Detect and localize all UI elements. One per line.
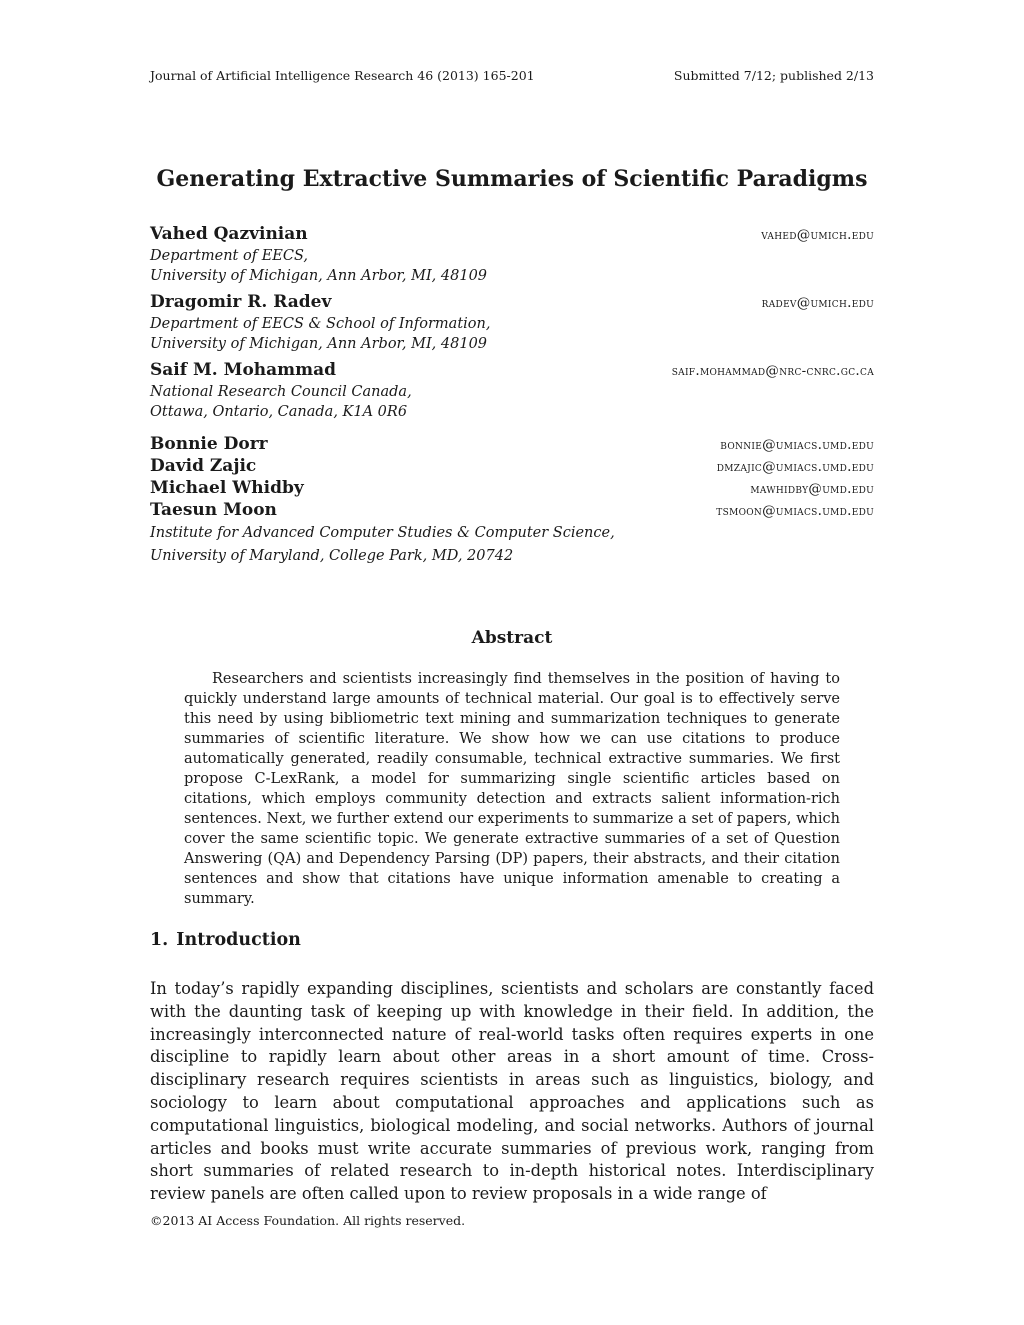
affiliation-line: University of Maryland, College Park, MD, 20742 [150,548,514,564]
affiliation-group [150,360,874,422]
affiliation-group [150,434,874,568]
author-row [150,478,874,500]
affiliation-line: Ottawa, Ontario, Canada, K1A 0R6 [150,404,408,420]
section-title: Introduction [176,930,301,950]
author-row [150,224,874,246]
author-name: Bonnie Dorr [150,434,268,454]
author-name: Dragomir R. Radev [150,292,332,312]
author-email: tsmoon@umiacs.umd.edu [716,503,874,519]
author-name: Saif M. Mohammad [150,360,337,380]
affiliation-line: National Research Council Canada, [150,384,412,400]
author-row [150,434,874,456]
author-row [150,292,874,314]
abstract-heading: Abstract [471,628,553,648]
author-email: radev@umich.edu [761,295,874,311]
submission-dates: Submitted 7/12; published 2/13 [673,68,874,83]
affiliation-line: Institute for Advanced Computer Studies & Computer Science, [150,525,615,541]
journal-citation: Journal of Artificial Intelligence Research 46 (2013) 165-201 [150,68,535,83]
author-row [150,456,874,478]
affiliation-group [150,292,874,354]
section-number: 1. [150,930,169,950]
author-email: bonnie@umiacs.umd.edu [720,437,874,453]
affiliation-line: Department of EECS & School of Information, [150,316,491,332]
introduction-text: In today’s rapidly expanding disciplines, scientists and scholars are constantly faced with the daunting task of keeping up with knowledge in their field. In addition, the increasingly interconnected nature of real-world tasks often requires experts in one discipline to rapidly learn about other areas in a short amount of time. Cross-disciplinary research requires scientists in areas such as linguistics, biology, and sociology to learn about computational approaches and applications such as computational linguistics, biological modeling, and social networks. Authors of journal articles and books must write accurate summaries of previous work, ranging from short summaries of related research to in-depth historical notes. Interdisciplinary review panels are often called upon to review proposals in a wide range of [150,979,874,1204]
author-name: Vahed Qazvinian [150,224,308,244]
abstract-text: Researchers and scientists increasingly find themselves in the position of having to quickly understand large amounts of technical material. Our goal is to effectively serve this need by using bibliometric text mining and summarization techniques to generate summaries of scientific literature. We show how we can use citations to produce automatically generated, readily consumable, technical extractive summaries. We first propose C-LexRank, a model for summarizing single scientific articles based on citations, which employs community detection and extracts salient information-rich sentences. Next, we further extend our experiments to summarize a set of papers, which cover the same scientific topic. We generate extractive summaries of a set of Question Answering (QA) and Dependency Parsing (DP) papers, their abstracts, and their citation sentences and show that citations have unique information amenable to creating a summary. [184,671,840,907]
author-email: saif.mohammad@nrc-cnrc.gc.ca [671,363,874,379]
author-email: vahed@umich.edu [761,227,874,243]
affiliation-line: Department of EECS, [150,248,308,264]
author-list [150,224,874,574]
affiliation-line: University of Michigan, Ann Arbor, MI, 48109 [150,336,488,352]
section-heading [150,930,301,950]
paper-title: Generating Extractive Summaries of Scientific Paradigms [156,166,868,192]
author-email: mawhidby@umd.edu [750,481,874,497]
author-email: dmzajic@umiacs.umd.edu [716,459,874,475]
author-row [150,360,874,382]
copyright-footer: ©2013 AI Access Foundation. All rights reserved. [150,1213,466,1228]
author-name: David Zajic [150,456,257,476]
author-name: Michael Whidby [150,478,304,498]
affiliation-group [150,224,874,286]
author-name: Taesun Moon [150,500,277,520]
author-row [150,500,874,522]
affiliation-line: University of Michigan, Ann Arbor, MI, 48109 [150,268,488,284]
running-header [150,68,874,83]
